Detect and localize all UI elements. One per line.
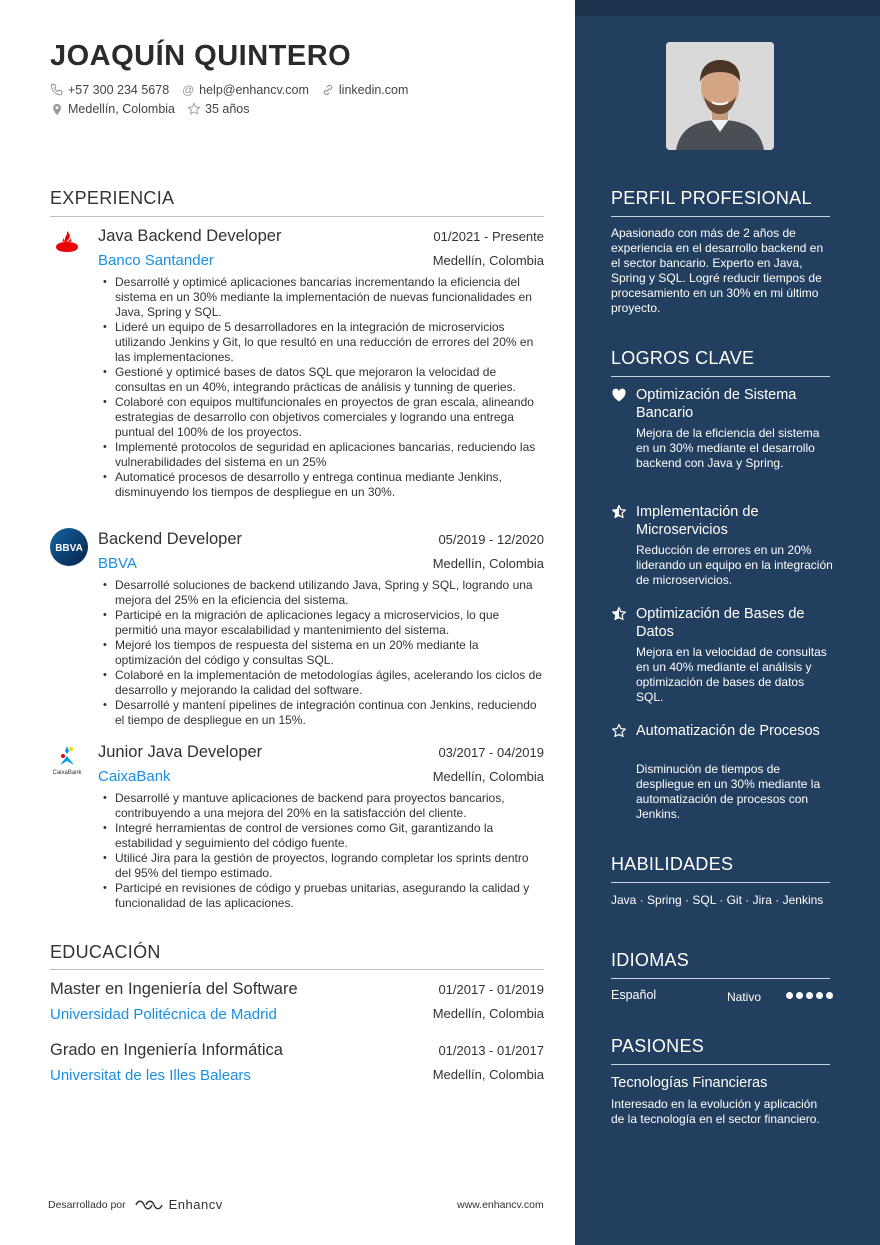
- achievement-desc: Reducción de errores en un 20% liderando un equipo en la integración de microservicios.: [636, 543, 833, 587]
- linkedin-contact: [321, 83, 408, 97]
- education-school[interactable]: Universitat de les Illes Balears: [50, 1067, 251, 1084]
- job-company[interactable]: CaixaBank: [98, 768, 171, 785]
- job-title: Backend Developer: [98, 530, 243, 548]
- enhancv-brand[interactable]: Enhancv: [168, 1197, 223, 1212]
- star-half-icon: [611, 606, 627, 622]
- passions-divider: [611, 1064, 830, 1065]
- passions-section-title: PASIONES: [611, 1036, 705, 1056]
- job-title: Java Backend Developer: [98, 227, 282, 245]
- skills-divider: [611, 882, 830, 883]
- language-name: Español: [611, 988, 657, 1002]
- education-degree: Grado en Ingeniería Informática: [50, 1041, 283, 1059]
- bullet-item: • Participé en la migración de aplicaciones legacy a microservicios, lo que permitió una mayor escalabilidad y mantenimiento del sistema.: [102, 608, 542, 638]
- sidebar-top-bar: [575, 0, 880, 16]
- email-contact: [181, 83, 309, 97]
- age-contact: [187, 102, 249, 116]
- education-dates: 01/2017 - 01/2019: [438, 982, 544, 997]
- education-divider: [50, 969, 544, 970]
- achievement-title: Optimización de Sistema Bancario: [636, 387, 797, 421]
- email-text[interactable]: help@enhancv.com: [199, 83, 309, 97]
- footer-credit: [48, 1197, 223, 1212]
- education-location: Medellín, Colombia: [432, 1006, 544, 1021]
- bullet-item: • Automaticé procesos de desarrollo y entrega continua mediante Jenkins, disminuyendo los tiempos de despliegue en un 30%.: [102, 470, 542, 500]
- age-text: 35 años: [205, 102, 250, 116]
- footer-website[interactable]: www.enhancv.com: [457, 1199, 544, 1211]
- bullet-item: • Utilicé Jira para la gestión de proyectos, logrando completar los sprints dentro del 95% del tiempo estimado.: [102, 851, 542, 881]
- bullet-item: • Colaboré en la implementación de metodologías ágiles, acelerando los ciclos de desarrollo y mejorando la calidad del software.: [102, 668, 542, 698]
- phone-contact: [50, 83, 169, 97]
- job-bullets: [102, 791, 542, 911]
- bullet-item: • Colaboré con equipos multifuncionales en proyectos de gran escala, alineando estrategias de desarrollo con objetivos comerciales y logrando una entrega puntual del 100% de los proyectos.: [102, 395, 542, 440]
- caixabank-logo-text: CaixaBank: [52, 770, 82, 776]
- job-location: Medellín, Colombia: [432, 556, 544, 571]
- bullet-item: • Mejoré los tiempos de respuesta del sistema en un 20% mediante la optimización del código y consultas SQL.: [102, 638, 542, 668]
- bbva-logo-text: BBVA: [55, 543, 83, 554]
- passion-title: Tecnologías Financieras: [611, 1075, 768, 1091]
- phone-text[interactable]: +57 300 234 5678: [68, 83, 170, 97]
- language-proficiency-dots: [786, 992, 836, 999]
- languages-divider: [611, 978, 830, 979]
- achievement-item: [611, 722, 833, 827]
- education-entry: [50, 980, 544, 1030]
- linkedin-text[interactable]: linkedin.com: [338, 83, 409, 97]
- achievement-item: [611, 503, 833, 593]
- santander-logo: [50, 227, 84, 261]
- enhancv-logo-icon: [134, 1198, 164, 1212]
- proficiency-dot: [786, 992, 793, 999]
- achievements-section-title: LOGROS CLAVE: [611, 348, 755, 368]
- bullet-item: • Gestioné y optimicé bases de datos SQL que mejoraron la velocidad de consultas en un 40%, integrando prácticas de análisis y tunning de queries.: [102, 365, 542, 395]
- education-dates: 01/2013 - 01/2017: [438, 1043, 544, 1058]
- languages-section-title: IDIOMAS: [611, 950, 690, 970]
- bullet-item: • Integré herramientas de control de versiones como Git, garantizando la estabilidad y seguimiento del código fuente.: [102, 821, 542, 851]
- achievement-desc: Disminución de tiempos de despliegue en un 30% mediante la automatización de procesos con Jenkins.: [636, 762, 821, 821]
- proficiency-dot: [826, 992, 833, 999]
- caixabank-logo: [50, 743, 84, 777]
- profile-section-title: PERFIL PROFESIONAL: [611, 188, 812, 208]
- powered-by-text: Desarrollado por: [48, 1198, 126, 1211]
- job-dates: 03/2017 - 04/2019: [438, 745, 544, 760]
- bullet-item: • Desarrollé y mantení pipelines de integración continua con Jenkins, reduciendo el tiempo de despliegue en un 15%.: [102, 698, 542, 728]
- bullet-item: • Desarrollé soluciones de backend utilizando Java, Spring y SQL, logrando una mejora del 25% en la eficiencia del sistema.: [102, 578, 542, 608]
- phone-icon: [50, 83, 64, 97]
- profile-divider: [611, 216, 830, 217]
- job-company[interactable]: Banco Santander: [98, 252, 214, 269]
- star-outline-icon: [611, 723, 627, 739]
- skills-section-title: HABILIDADES: [611, 854, 734, 874]
- achievements-divider: [611, 376, 830, 377]
- bullet-item: • Desarrollé y optimicé aplicaciones bancarias incrementando la eficiencia del sistema en un 30% mediante la implementación de nuevas funcionalidades en Java, Spring y SQL.: [102, 275, 542, 320]
- experience-section-title: EXPERIENCIA: [50, 188, 175, 208]
- achievement-item: [611, 386, 833, 486]
- job-entry-bbva: [50, 530, 544, 730]
- education-section-title: EDUCACIÓN: [50, 942, 161, 962]
- job-entry-santander: [50, 227, 544, 517]
- job-dates: 05/2019 - 12/2020: [438, 532, 544, 547]
- star-half-icon: [611, 504, 627, 520]
- proficiency-dot: [796, 992, 803, 999]
- proficiency-dot: [816, 992, 823, 999]
- sidebar: [575, 0, 880, 1245]
- star-icon: [187, 102, 201, 116]
- bbva-logo: [50, 528, 88, 566]
- location-pin-icon: [50, 102, 64, 116]
- achievement-title: Optimización de Bases de Datos: [636, 606, 805, 640]
- bullet-item: • Participé en revisiones de código y pruebas unitarias, asegurando la calidad y funcionalidad de las aplicaciones.: [102, 881, 542, 911]
- heart-icon: [611, 387, 627, 403]
- contact-row-2: [50, 102, 261, 116]
- bullet-item: • Desarrollé y mantuve aplicaciones de backend para proyectos bancarios, contribuyendo a una mejora del 20% en la satisfacción del cliente.: [102, 791, 542, 821]
- education-degree: Master en Ingeniería del Software: [50, 980, 298, 998]
- avatar-illustration: [666, 42, 774, 150]
- achievement-desc: Mejora en la velocidad de consultas en un 40% mediante el análisis y optimización de bases de datos SQL.: [636, 645, 827, 704]
- contact-row-1: [50, 83, 420, 97]
- job-dates: 01/2021 - Presente: [433, 229, 544, 244]
- profile-summary: Apasionado con más de 2 años de experiencia en el desarrollo backend en el sector bancario. Experto en Java, Spring y SQL. Logré reducir tiempos de procesamiento en un 30% en mi último proyecto.: [611, 226, 824, 315]
- achievement-item: [611, 605, 833, 710]
- job-title: Junior Java Developer: [98, 743, 263, 761]
- job-bullets: [102, 578, 542, 728]
- skills-list: Java · Spring · SQL · Git · Jira · Jenkins: [611, 893, 824, 907]
- location-contact: [50, 102, 175, 116]
- location-text: Medellín, Colombia: [68, 102, 175, 116]
- job-bullets: [102, 275, 542, 500]
- bullet-item: • Implementé protocolos de seguridad en aplicaciones bancarias, reduciendo las vulnerabilidades del sistema en un 25%: [102, 440, 542, 470]
- bullet-item: • Lideré un equipo de 5 desarrolladores en la integración de microservicios utilizando Jenkins y Git, lo que resultó en una reducción de errores del 20% en las implementaciones.: [102, 320, 542, 365]
- job-location: Medellín, Colombia: [432, 769, 544, 784]
- achievement-title: Implementación de Microservicios: [636, 504, 759, 538]
- language-level: Nativo: [727, 990, 762, 1004]
- experience-divider: [50, 216, 544, 217]
- achievement-desc: Mejora de la eficiencia del sistema en un 30% mediante el desarrollo backend con Java y Spring.: [636, 426, 820, 470]
- job-location: Medellín, Colombia: [432, 253, 544, 268]
- education-location: Medellín, Colombia: [432, 1067, 544, 1082]
- profile-photo: [666, 42, 774, 150]
- candidate-name: JOAQUÍN QUINTERO: [50, 40, 352, 72]
- job-company[interactable]: BBVA: [98, 555, 137, 572]
- at-icon: @: [182, 83, 195, 97]
- achievement-title: Automatización de Procesos: [636, 723, 820, 739]
- education-entry: [50, 1041, 544, 1091]
- passion-desc: Interesado en la evolución y aplicación de la tecnología en el sector financiero.: [611, 1097, 820, 1126]
- link-icon: [321, 83, 335, 97]
- education-school[interactable]: Universidad Politécnica de Madrid: [50, 1006, 277, 1023]
- job-entry-caixabank: [50, 743, 544, 918]
- proficiency-dot: [806, 992, 813, 999]
